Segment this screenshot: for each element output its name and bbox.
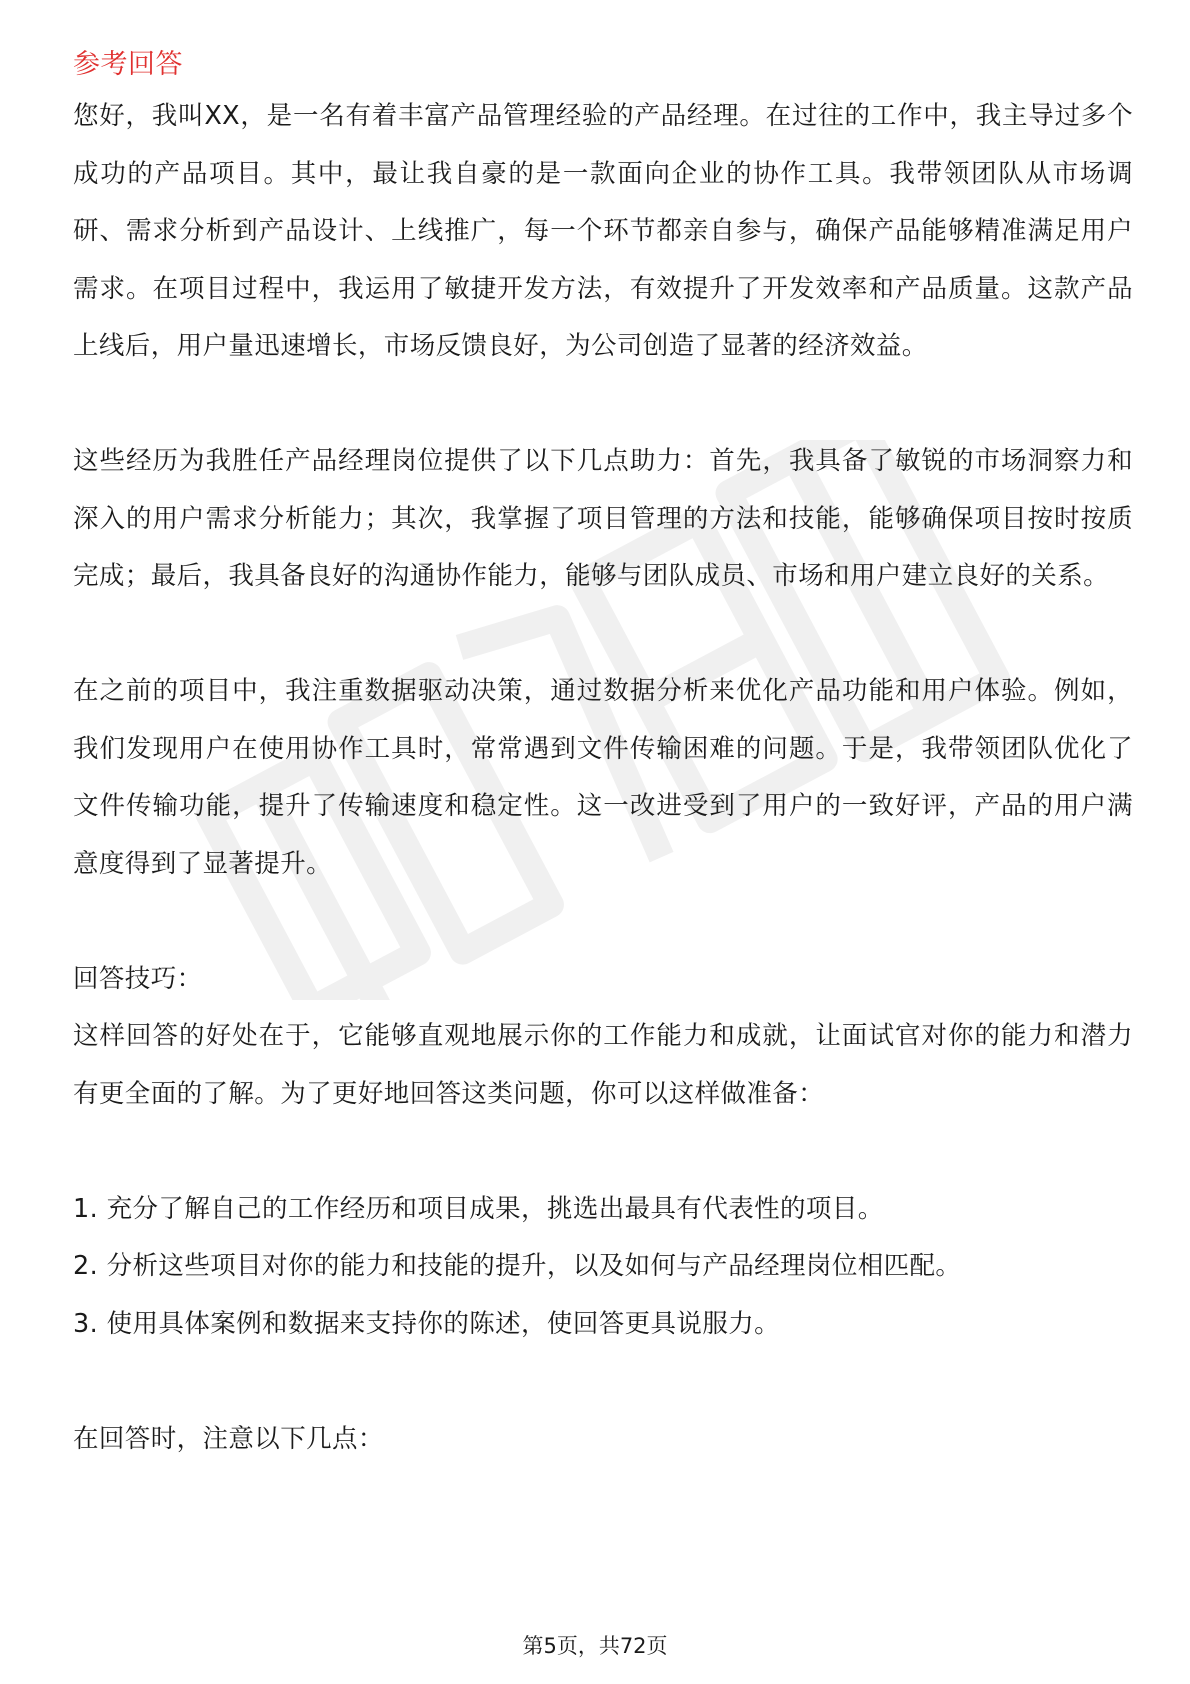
answer-paragraph-2: 这些经历为我胜任产品经理岗位提供了以下几点助力：首先，我具备了敏锐的市场洞察力和深入的用户需求分析能力；其次，我掌握了项目管理的方法和技能，能够确保项目按时按质完成；最后，我具备良好的沟通协作能力，能够与团队成员、市场和用户建立良好的关系。 [73, 446, 1133, 591]
notes-intro: 在回答时，注意以下几点： [73, 1423, 384, 1454]
paragraph-gap [73, 376, 1133, 434]
paragraph-gap [73, 1123, 1133, 1181]
paragraph-gap [73, 893, 1133, 951]
document-page [73, 45, 1133, 1468]
page-number: 第5页，共72页 [522, 1634, 668, 1658]
list-item: 2. 分析这些项目对你的能力和技能的提升，以及如何与产品经理岗位相匹配。 [73, 1251, 962, 1281]
paragraph-gap [73, 1353, 1133, 1411]
tips-title: 回答技巧： [73, 963, 203, 994]
answer-paragraph-1: 您好，我叫XX，是一名有着丰富产品管理经验的产品经理。在过往的工作中，我主导过多个成功的产品项目。其中，最让我自豪的是一款面向企业的协作工具。我带领团队从市场调研、需求分析到产品设计、上线推广，每一个环节都亲自参与，确保产品能够精准满足用户需求。在项目过程中，我运用了敏捷开发方法，有效提升了开发效率和产品质量。这款产品上线后，用户量迅速增长，市场反馈良好，为公司创造了显著的经济效益。 [73, 101, 1133, 361]
answer-paragraph-3: 在之前的项目中，我注重数据驱动决策，通过数据分析来优化产品功能和用户体验。例如，我们发现用户在使用协作工具时，常常遇到文件传输困难的问题。于是，我带领团队优化了文件传输功能，提升了传输速度和稳定性。这一改进受到了用户的一致好评，产品的用户满意度得到了显著提升。 [73, 676, 1133, 879]
tips-paragraph: 这样回答的好处在于，它能够直观地展示你的工作能力和成就，让面试官对你的能力和潜力有更全面的了解。为了更好地回答这类问题，你可以这样做准备： [73, 1021, 1133, 1109]
section-heading: 参考回答 [73, 49, 183, 80]
list-item: 3. 使用具体案例和数据来支持你的陈述，使回答更具说服力。 [73, 1308, 781, 1339]
tips-list [73, 1181, 1133, 1354]
paragraph-gap [73, 606, 1133, 664]
list-item: 1. 充分了解自己的工作经历和项目成果，挑选出最具有代表性的项目。 [73, 1193, 884, 1224]
